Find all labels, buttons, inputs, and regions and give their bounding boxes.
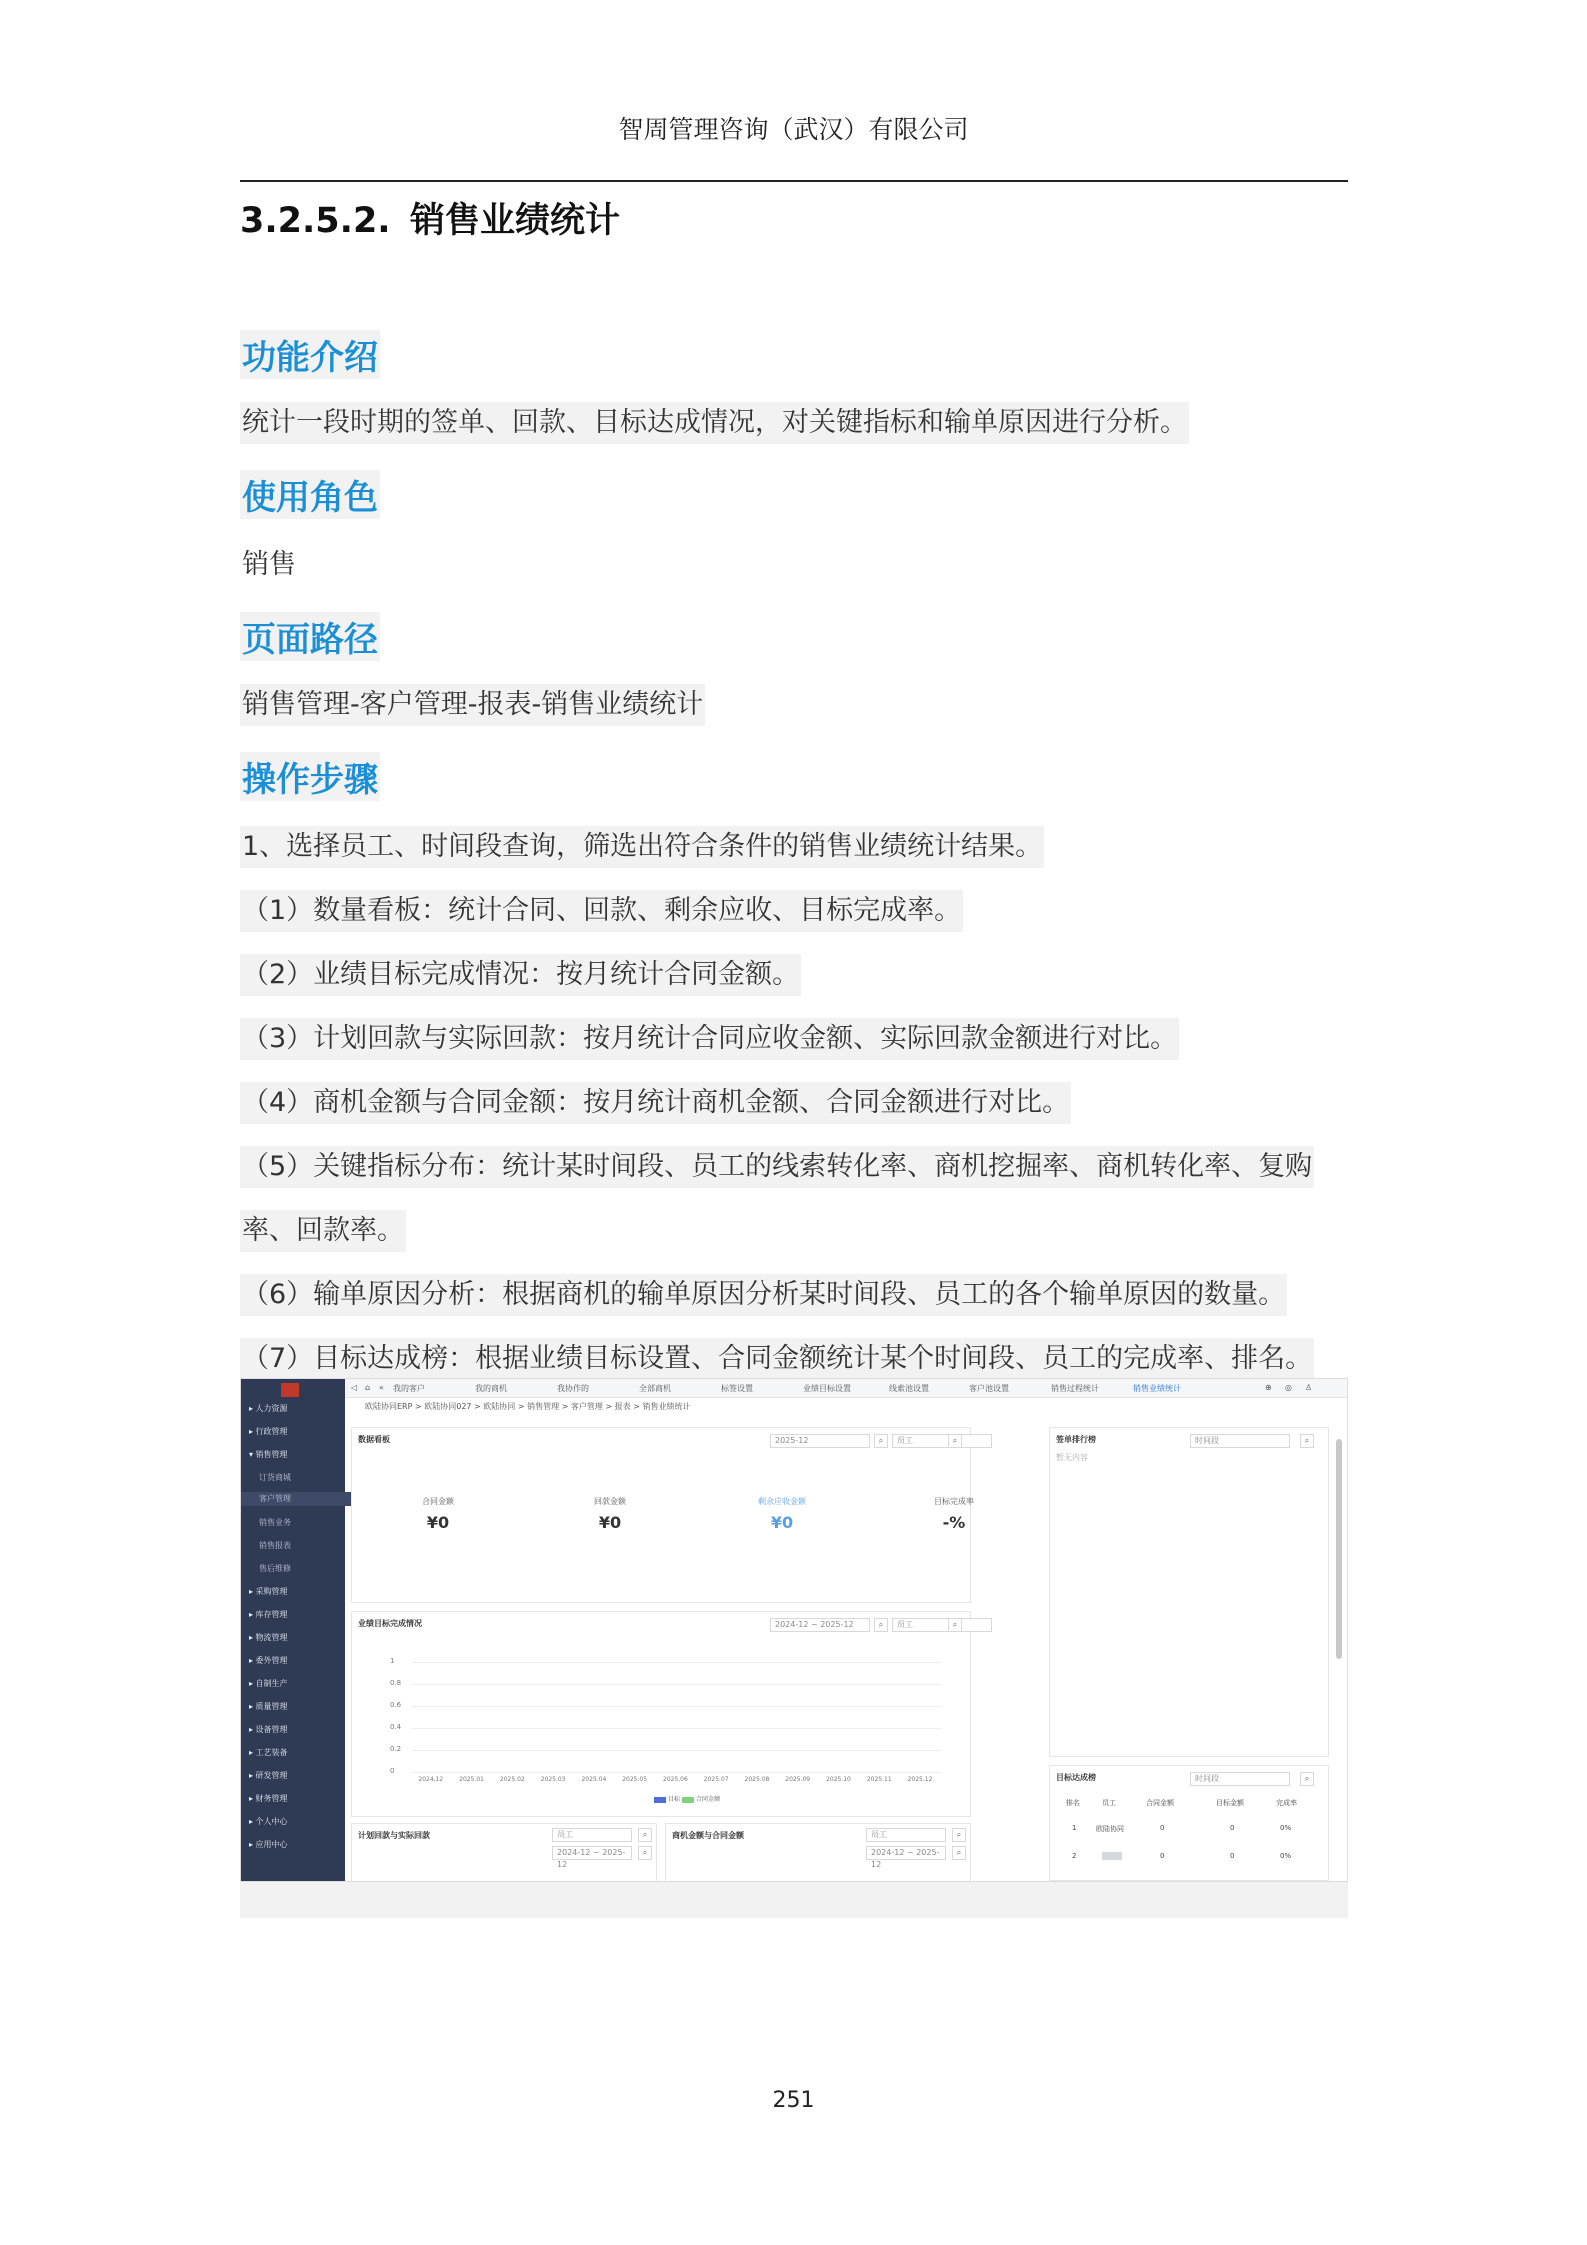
col-header: 目标金额 <box>1216 1799 1244 1807</box>
x-tick-label: 2025.08 <box>744 1776 770 1783</box>
x-tick-label: 2025.09 <box>785 1776 811 1783</box>
date-range-select[interactable]: 2024-12 ~ 2025-12 <box>552 1846 632 1860</box>
tab-bar <box>345 1379 1348 1398</box>
home-icon[interactable]: ⌂ <box>365 1383 371 1392</box>
sidebar-item[interactable]: ▸ 行政管理 <box>249 1427 288 1436</box>
x-tick-label: 2025.07 <box>703 1776 729 1783</box>
role-heading: 使用角色 <box>240 470 380 519</box>
step-line: （7）目标达成榜：根据业绩目标设置、合同金额统计某个时间段、员工的完成率、排名。 <box>240 1338 1314 1380</box>
target-rank-panel <box>1049 1765 1329 1881</box>
sidebar-item[interactable]: ▸ 设备管理 <box>249 1725 288 1734</box>
table-cell: 0% <box>1280 1852 1292 1860</box>
zoom-icon[interactable]: ◎ <box>1285 1383 1292 1392</box>
step-line: 1、选择员工、时间段查询，筛选出符合条件的销售业绩统计结果。 <box>240 826 1044 868</box>
signing-rank-title: 签单排行榜 <box>1056 1435 1096 1444</box>
step-line: （3）计划回款与实际回款：按月统计合同应收金额、实际回款金额进行对比。 <box>240 1018 1179 1060</box>
date-range-select[interactable]: 2024-12 ~ 2025-12 <box>770 1618 870 1632</box>
plan-vs-actual-title: 计划回款与实际回款 <box>358 1831 430 1840</box>
header-rule <box>240 180 1348 182</box>
y-tick-label: 1 <box>390 1657 395 1665</box>
signing-rank-panel <box>1049 1427 1329 1757</box>
step-line: （6）输单原因分析：根据商机的输单原因分析某时间段、员工的各个输单原因的数量。 <box>240 1274 1287 1316</box>
x-tick-label: 2025.12 <box>907 1776 933 1783</box>
x-tick-label: 2025.01 <box>459 1776 484 1783</box>
page-number: 251 <box>772 2088 815 2113</box>
table-cell: 0 <box>1230 1852 1235 1860</box>
col-header: 合同金额 <box>1146 1799 1174 1807</box>
grid-line <box>412 1706 942 1707</box>
erp-window <box>240 1378 1348 1882</box>
empty-text: 暂无内容 <box>1056 1453 1088 1462</box>
x-tick-label: 2025.11 <box>866 1776 892 1783</box>
stat-label: 合同金额 <box>422 1497 454 1506</box>
legend-label: 合同金额 <box>696 1796 721 1803</box>
search-icon[interactable]: ⌕ <box>1300 1434 1314 1448</box>
search-icon[interactable]: ⌕ <box>638 1846 652 1860</box>
scroll-left-icon[interactable]: « <box>379 1383 384 1392</box>
step-line: （1）数量看板：统计合同、回款、剩余应收、目标完成率。 <box>240 890 963 932</box>
opportunity-vs-contract-title: 商机金额与合同金额 <box>672 1831 744 1840</box>
feature-text: 统计一段时期的签单、回款、目标达成情况，对关键指标和输单原因进行分析。 <box>240 402 1189 444</box>
sidebar-item[interactable]: ▸ 研发管理 <box>249 1771 288 1780</box>
stat-payment-amount <box>560 1496 660 1532</box>
tab-my-collab[interactable]: 我协作的 <box>557 1384 589 1393</box>
role-text: 销售 <box>242 549 296 580</box>
employee-select[interactable]: 员工 <box>866 1828 946 1842</box>
sidebar-item[interactable]: ▸ 财务管理 <box>249 1794 288 1803</box>
tab-my-opportunities[interactable]: 我的商机 <box>475 1384 507 1393</box>
table-cell: 1 <box>1072 1824 1077 1832</box>
stat-remaining-receivable <box>732 1496 832 1532</box>
grid-line <box>412 1728 942 1729</box>
x-tick-label: 2025.03 <box>540 1776 566 1783</box>
x-tick-label: 2025.05 <box>622 1776 648 1783</box>
y-tick-label: 0.8 <box>390 1679 402 1687</box>
target-chart-title: 业绩目标完成情况 <box>358 1619 422 1628</box>
header-company: 智周管理咨询（武汉）有限公司 <box>618 115 969 144</box>
search-icon[interactable]: ⌕ <box>638 1828 652 1842</box>
stat-label: 剩余应收金额 <box>758 1497 806 1506</box>
search-icon[interactable]: ⌕ <box>874 1618 888 1632</box>
col-header: 完成率 <box>1276 1799 1297 1807</box>
table-cell: 0 <box>1160 1852 1165 1860</box>
legend-label: 目标 <box>668 1796 681 1803</box>
x-tick-label: 2025.10 <box>826 1776 851 1783</box>
x-tick-label: 2025.04 <box>581 1776 607 1783</box>
sidebar-item[interactable]: ▸ 个人中心 <box>249 1817 288 1826</box>
table-cell: 0 <box>1230 1824 1235 1832</box>
sidebar-item[interactable]: ▸ 自制生产 <box>249 1679 288 1688</box>
time-range-select[interactable]: 时间段 <box>1190 1772 1290 1786</box>
step-line: （5）关键指标分布：统计某时间段、员工的线索转化率、商机挖掘率、商机转化率、复购 <box>240 1146 1314 1188</box>
logo-icon <box>281 1383 299 1397</box>
col-header: 员工 <box>1102 1799 1116 1807</box>
sidebar-item[interactable]: ▾ 销售管理 <box>249 1450 288 1459</box>
path-text: 销售管理-客户管理-报表-销售业绩统计 <box>240 684 705 726</box>
blurred-avatar <box>1102 1852 1122 1860</box>
x-tick-label: 2025.06 <box>663 1776 688 1783</box>
target-rank-title: 目标达成榜 <box>1056 1773 1096 1782</box>
tab-tag-settings[interactable]: 标签设置 <box>721 1384 753 1393</box>
search-icon[interactable]: ⌕ <box>874 1434 888 1448</box>
opportunity-vs-contract-panel <box>665 1823 971 1882</box>
col-header: 排名 <box>1066 1799 1080 1807</box>
tab-performance-stats[interactable]: 销售业绩统计 <box>1133 1384 1181 1393</box>
table-cell: 2 <box>1072 1852 1077 1860</box>
target-chart-panel <box>351 1611 971 1817</box>
search-icon[interactable]: ⌕ <box>948 1434 962 1448</box>
grid-line <box>412 1750 942 1751</box>
sidebar-item[interactable]: ▸ 质量管理 <box>249 1702 288 1711</box>
stat-contract-amount <box>388 1496 488 1532</box>
grid-line <box>412 1662 942 1663</box>
grid-line <box>412 1684 942 1685</box>
embedded-screenshot <box>240 1378 1348 1918</box>
scrollbar[interactable] <box>1336 1439 1342 1659</box>
sidebar <box>241 1379 345 1882</box>
sidebar-subitem[interactable]: 订货商城 <box>259 1473 291 1482</box>
stat-value: -% <box>942 1513 966 1532</box>
path-heading: 页面路径 <box>240 612 380 661</box>
stat-value: ¥0 <box>770 1513 794 1532</box>
table-cell: 0% <box>1280 1824 1292 1832</box>
legend-swatch <box>654 1797 666 1803</box>
search-icon[interactable]: ⌕ <box>1300 1772 1314 1786</box>
stat-label: 目标完成率 <box>934 1497 974 1506</box>
search-icon[interactable]: ⌕ <box>952 1828 966 1842</box>
sidebar-subitem[interactable]: 销售业务 <box>259 1518 291 1527</box>
step-line: （2）业绩目标完成情况：按月统计合同金额。 <box>240 954 801 996</box>
section-title: 销售业绩统计 <box>410 201 621 241</box>
legend-swatch <box>682 1797 694 1803</box>
sidebar-item[interactable]: ▸ 委外管理 <box>249 1656 288 1665</box>
dashboard-panel <box>351 1427 974 1603</box>
sidebar-item[interactable]: ▸ 应用中心 <box>249 1840 288 1849</box>
globe-icon[interactable]: ⊕ <box>1265 1383 1272 1392</box>
step-line: 率、回款率。 <box>240 1210 406 1252</box>
plan-vs-actual-panel <box>351 1823 657 1882</box>
feature-heading: 功能介绍 <box>240 330 380 379</box>
sidebar-subitem-active[interactable]: 客户管理 <box>241 1492 355 1506</box>
employee-select[interactable]: 员工 <box>552 1828 632 1842</box>
chart-legend <box>652 1794 720 1803</box>
y-tick-label: 0 <box>390 1767 395 1775</box>
time-range-select[interactable]: 时间段 <box>1190 1434 1290 1448</box>
sidebar-subitem[interactable]: 销售报表 <box>259 1541 291 1550</box>
tab-all-opportunities[interactable]: 全部商机 <box>639 1384 671 1393</box>
sidebar-item[interactable]: ▸ 工艺装备 <box>249 1748 288 1757</box>
stat-value: ¥0 <box>598 1513 622 1532</box>
table-cell: 欧陆协同 <box>1096 1825 1124 1833</box>
sidebar-item[interactable]: ▸ 采购管理 <box>249 1587 288 1596</box>
tab-process-stats[interactable]: 销售过程统计 <box>1051 1384 1099 1393</box>
sidebar-subitem[interactable]: 售后维修 <box>259 1564 291 1573</box>
sidebar-item[interactable]: ▸ 人力资源 <box>249 1404 288 1413</box>
employee-select[interactable]: 员工 <box>892 1618 992 1632</box>
stat-value: ¥0 <box>426 1513 450 1532</box>
section-heading <box>240 193 620 243</box>
back-icon[interactable]: ◁ <box>351 1383 358 1392</box>
period-select[interactable]: 2025-12 <box>770 1434 870 1448</box>
x-tick-label: 2025.02 <box>499 1776 525 1783</box>
search-icon[interactable]: ⌕ <box>952 1846 966 1860</box>
sidebar-item[interactable]: ▸ 物流管理 <box>249 1633 288 1642</box>
user-icon[interactable]: ♙ <box>1305 1383 1313 1392</box>
tab-my-customers[interactable]: 我的客户 <box>393 1384 425 1393</box>
search-icon[interactable]: ⌕ <box>948 1618 962 1632</box>
date-range-select[interactable]: 2024-12 ~ 2025-12 <box>866 1846 946 1860</box>
dashboard-title: 数据看板 <box>358 1435 390 1444</box>
grid-line <box>412 1772 942 1773</box>
stat-target-completion <box>904 1496 1004 1532</box>
breadcrumb: 欧陆协同ERP > 欧陆协同027 > 欧陆协同 > 销售管理 > 客户管理 > 报表 > 销售业绩统计 <box>365 1402 691 1411</box>
tab-customer-pool[interactable]: 客户池设置 <box>969 1384 1009 1393</box>
employee-select[interactable]: 员工 <box>892 1434 992 1448</box>
table-cell: 0 <box>1160 1824 1165 1832</box>
x-tick-label: 2024.12 <box>418 1776 444 1783</box>
steps-heading: 操作步骤 <box>240 752 380 801</box>
sidebar-item[interactable]: ▸ 库存管理 <box>249 1610 288 1619</box>
y-tick-label: 0.2 <box>390 1745 402 1753</box>
stat-label: 回款金额 <box>594 1497 626 1506</box>
tab-target-settings[interactable]: 业绩目标设置 <box>803 1384 851 1393</box>
y-tick-label: 0.6 <box>390 1701 402 1709</box>
step-line: （4）商机金额与合同金额：按月统计商机金额、合同金额进行对比。 <box>240 1082 1071 1124</box>
tab-lead-pool[interactable]: 线索池设置 <box>889 1384 929 1393</box>
section-number: 3.2.5.2. <box>240 201 391 241</box>
y-tick-label: 0.4 <box>390 1723 402 1731</box>
